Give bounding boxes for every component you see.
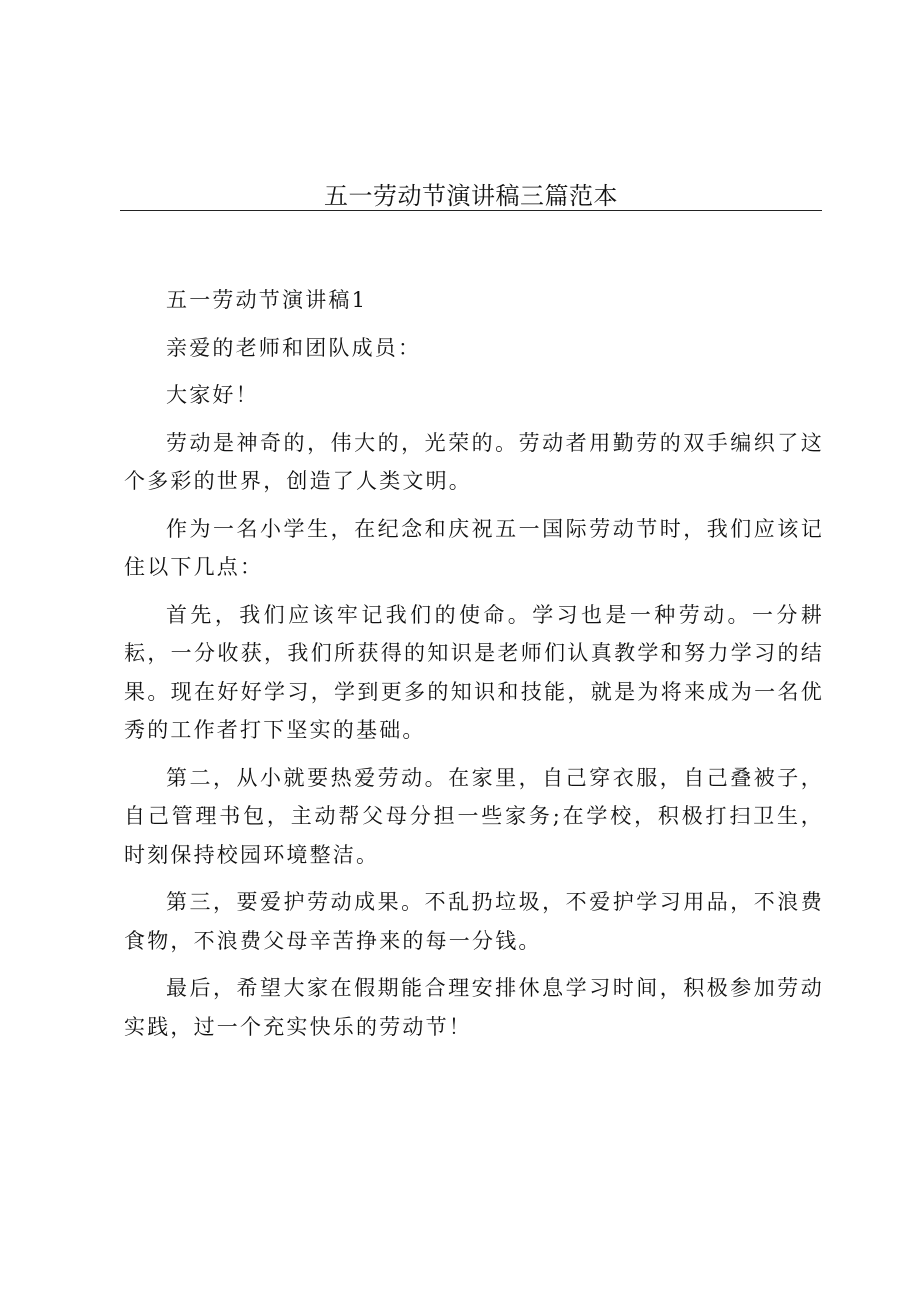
paragraph: 第二，从小就要热爱劳动。在家里，自己穿衣服，自己叠被子，自己管理书包，主动帮父母分担一些家务;在学校，积极打扫卫生，时刻保持校园环境整洁。 [124,765,824,867]
document-title: 五一劳动节演讲稿三篇范本 [324,182,618,210]
paragraph: 作为一名小学生，在纪念和庆祝五一国际劳动节时，我们应该记住以下几点： [124,516,824,579]
document-body [124,281,824,1055]
greeting: 大家好！ [166,383,259,407]
salutation: 亲爱的老师和团队成员： [166,335,422,360]
paragraph: 首先，我们应该牢记我们的使命。学习也是一种劳动。一分耕耘，一分收获，我们所获得的知识是老师们认真教学和努力学习的结果。现在好好学习，学到更多的知识和技能，就是为将来成为一名优秀的工作者打下坚实的基础。 [124,602,824,742]
paragraph: 最后，希望大家在假期能合理安排休息学习时间，积极参加劳动实践，过一个充实快乐的劳动节！ [124,976,824,1039]
paragraph: 劳动是神奇的，伟大的，光荣的。劳动者用勤劳的双手编织了这个多彩的世界，创造了人类文明。 [124,430,824,493]
title-underline [120,210,822,211]
section-heading: 五一劳动节演讲稿1 [166,288,368,312]
paragraph: 第三，要爱护劳动成果。不乱扔垃圾，不爱护学习用品，不浪费食物，不浪费父母辛苦挣来的每一分钱。 [124,890,824,953]
